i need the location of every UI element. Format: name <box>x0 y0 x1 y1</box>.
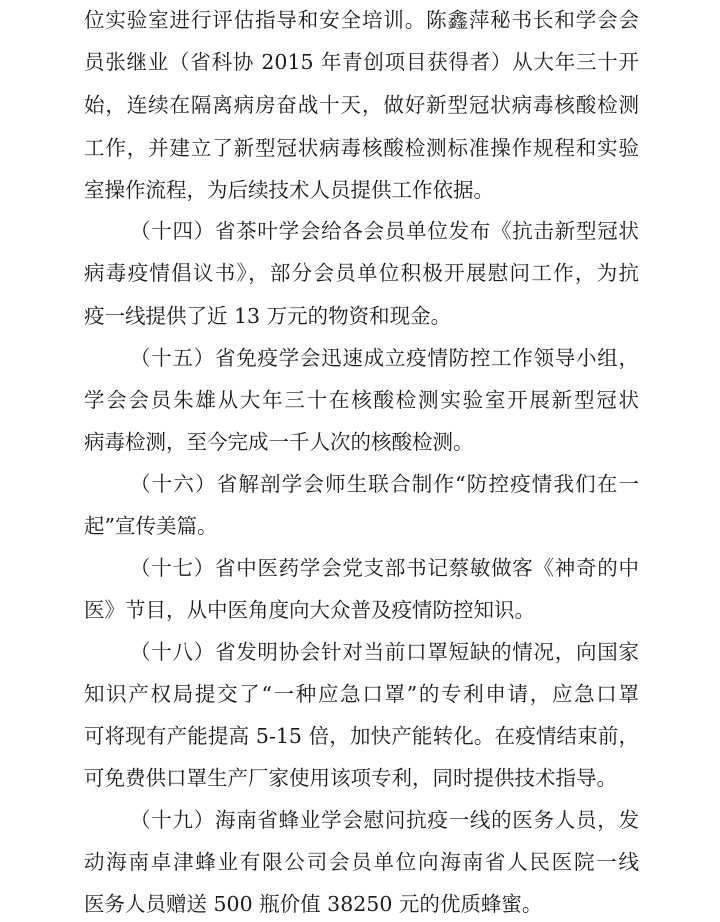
text-line: 动海南卓津蜂业有限公司会员单位向海南省人民医院一线 <box>84 850 639 874</box>
text-line: 员张继业（省科协 2015 年青创项目获得者）从大年三十开 <box>84 50 639 74</box>
paragraph-14-first-line: （十四）省茶叶学会给各会员单位发布《抗击新型冠状 <box>130 219 639 243</box>
text-line: 可免费供口罩生产厂家使用该项专利，同时提供技术指导。 <box>84 766 617 790</box>
paragraph-15-first-line: （十五）省免疫学会迅速成立疫情防控工作领导小组， <box>130 346 639 370</box>
text-line: 疫一线提供了近 13 万元的物资和现金。 <box>84 304 452 328</box>
text-line: 知识产权局提交了“一种应急口罩”的专利申请，应急口罩 <box>84 682 639 706</box>
text-line: 工作，并建立了新型冠状病毒核酸检测标准操作规程和实验 <box>84 136 639 160</box>
text-line: 位实验室进行评估指导和安全培训。陈鑫萍秘书长和学会会 <box>84 8 639 32</box>
text-line: 室操作流程，为后续技术人员提供工作依据。 <box>84 178 494 202</box>
text-line: 学会会员朱雄从大年三十在核酸检测实验室开展新型冠状 <box>84 388 639 412</box>
paragraph-16-first-line: （十六）省解剖学会师生联合制作“防控疫情我们在一 <box>130 472 639 496</box>
paragraph-19-first-line: （十九）海南省蜂业学会慰问抗疫一线的医务人员，发 <box>130 808 639 832</box>
text-line: 病毒检测，至今完成一千人次的核酸检测。 <box>84 430 474 454</box>
text-line: 医务人员赠送 500 瓶价值 38250 元的优质蜂蜜。 <box>84 892 543 916</box>
text-line: 可将现有产能提高 5-15 倍，加快产能转化。在疫情结束前， <box>84 724 639 748</box>
text-line: 始，连续在隔离病房奋战十天，做好新型冠状病毒核酸检测 <box>84 93 639 117</box>
text-line: 起”宣传美篇。 <box>84 514 218 538</box>
paragraph-17-first-line: （十七）省中医药学会党支部书记蔡敏做客《神奇的中 <box>130 556 639 580</box>
text-line: 医》节目，从中医角度向大众普及疫情防控知识。 <box>84 598 535 622</box>
text-line: 病毒疫情倡议书》，部分会员单位积极开展慰问工作，为抗 <box>84 261 639 285</box>
paragraph-18-first-line: （十八）省发明协会针对当前口罩短缺的情况，向国家 <box>130 640 639 664</box>
